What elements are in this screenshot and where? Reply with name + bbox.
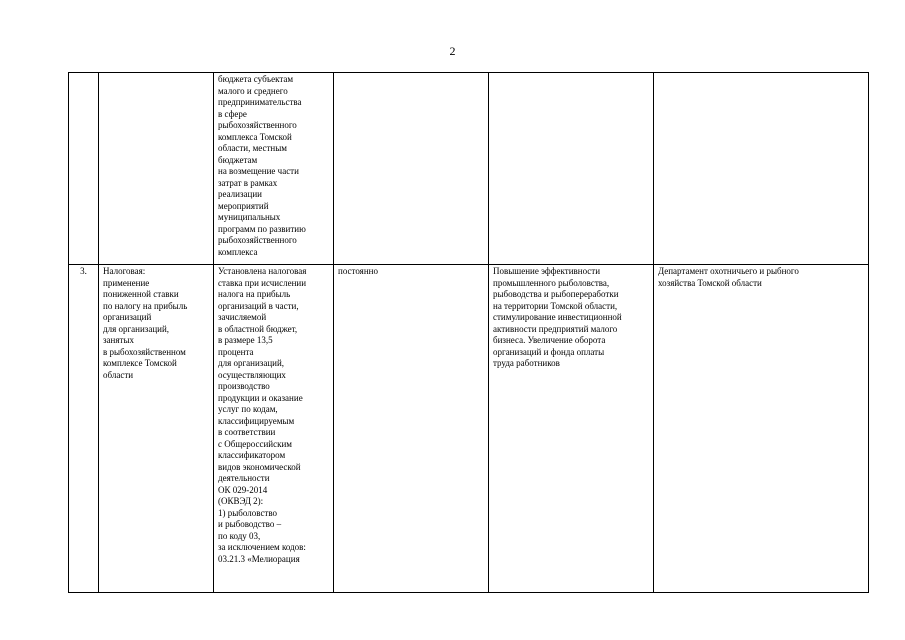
content-text: бюджета субъектам малого и среднего предпринимательства в сфере рыбохозяйственного комплекса Томской области, местным бюджетам на возмещение части затрат в рамках реализации мероприятий муниципальных программ по развитию рыбохозяйственного комплекса <box>218 74 306 257</box>
measure-cell <box>99 265 214 593</box>
content-cell <box>214 73 334 265</box>
table-row <box>69 265 869 593</box>
measures-table <box>68 72 869 593</box>
goal-text: Повышение эффективности промышленного рыболовства, рыбоводства и рыбопереработки на территории Томской области, стимулирование инвестиционной активности предприятий малого бизнеса. Увеличение оборота организаций и фонда оплаты труда работников <box>493 266 622 368</box>
term-text: постоянно <box>338 266 378 276</box>
goal-cell <box>489 73 654 265</box>
responsible-cell <box>654 73 869 265</box>
row-number-cell <box>69 265 99 593</box>
row-number: 3. <box>80 266 87 276</box>
row-number-cell <box>69 73 99 265</box>
responsible-cell <box>654 265 869 593</box>
term-cell <box>334 265 489 593</box>
page-number: 2 <box>449 44 456 58</box>
content-text: Установлена налоговая ставка при исчислении налога на прибыль организаций в части, зачисляемой в областной бюджет, в размере 13,5 процента для организаций, осуществляющих производство продукции и оказание услуг по кодам, классифицируемым в соответствии с Общероссийским классификатором видов экономической деятельности ОК 029-2014 (ОКВЭД 2): 1) рыболовство и рыбоводство – по коду 03, за исключением кодов: 03.21.3 «Мелиорация <box>218 266 307 564</box>
table-row <box>69 73 869 265</box>
goal-cell <box>489 265 654 593</box>
measure-cell <box>99 73 214 265</box>
content-cell <box>214 265 334 593</box>
measure-text: Налоговая: применение пониженной ставки по налогу на прибыль организаций для организаций, занятых в рыбохозяйственном комплексе Томской области <box>103 266 188 380</box>
term-cell <box>334 73 489 265</box>
responsible-text: Департамент охотничьего и рыбного хозяйства Томской области <box>658 266 799 288</box>
